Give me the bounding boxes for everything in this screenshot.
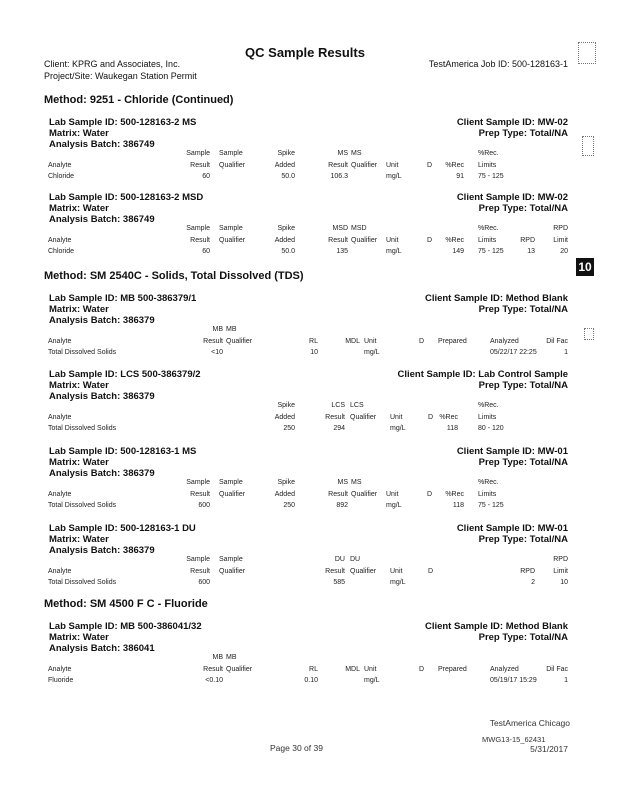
matrix: Matrix: Water bbox=[49, 380, 109, 391]
matrix: Matrix: Water bbox=[49, 632, 109, 643]
table-cell: 892 bbox=[336, 502, 348, 509]
column-header: Qualifier bbox=[219, 162, 246, 169]
column-header-top: LCS bbox=[331, 402, 345, 409]
table-cell: 1 bbox=[564, 677, 568, 684]
table-cell: 118 bbox=[452, 502, 464, 509]
column-header-top: RPD bbox=[553, 556, 568, 563]
table-cell: 1 bbox=[564, 349, 568, 356]
column-header: RPD bbox=[520, 568, 535, 575]
column-header: Qualifier bbox=[219, 568, 246, 575]
column-header-top: Sample bbox=[219, 556, 243, 563]
column-header-top: Spike bbox=[277, 150, 295, 157]
column-header: Analyte bbox=[48, 414, 72, 421]
column-header: D bbox=[418, 338, 424, 345]
scan-artifact bbox=[578, 42, 596, 64]
prep-type: Prep Type: Total/NA bbox=[478, 304, 568, 315]
column-header-top: MSD bbox=[351, 225, 367, 232]
column-header: %Rec bbox=[439, 414, 458, 421]
column-header-top: Sample bbox=[186, 225, 210, 232]
column-header: Limits bbox=[478, 491, 497, 498]
analysis-batch: Analysis Batch: 386379 bbox=[49, 468, 155, 479]
column-header: Result bbox=[190, 491, 210, 498]
column-header-top: MB bbox=[212, 654, 223, 661]
column-header-top: Sample bbox=[186, 556, 210, 563]
table-cell: 118 bbox=[446, 425, 458, 432]
column-header: Result bbox=[325, 568, 345, 575]
column-header-top: RPD bbox=[553, 225, 568, 232]
table-cell: 294 bbox=[333, 425, 345, 432]
table-cell: mg/L bbox=[386, 248, 402, 255]
column-header: Unit bbox=[386, 162, 399, 169]
column-header: D bbox=[427, 568, 433, 575]
client-sample-id: Client Sample ID: MW-01 bbox=[456, 446, 568, 457]
column-header-top: Sample bbox=[186, 150, 210, 157]
client-name: Client: KPRG and Associates, Inc. bbox=[44, 59, 181, 69]
table-cell: 0.10 bbox=[304, 677, 318, 684]
table-cell: 10 bbox=[560, 579, 568, 586]
column-header: Analyte bbox=[48, 491, 72, 498]
job-id: TestAmerica Job ID: 500-128163-1 bbox=[428, 59, 568, 69]
lab-sample-id: Lab Sample ID: MB 500-386379/1 bbox=[49, 293, 197, 304]
column-header: Added bbox=[274, 162, 295, 169]
prep-type: Prep Type: Total/NA bbox=[478, 203, 568, 214]
column-header-top: Sample bbox=[219, 479, 243, 486]
table-cell: Chloride bbox=[48, 173, 75, 180]
table-cell: 135 bbox=[336, 248, 348, 255]
column-header: Result bbox=[190, 237, 210, 244]
column-header-top: %Rec. bbox=[478, 402, 499, 409]
lab-sample-id: Lab Sample ID: LCS 500-386379/2 bbox=[49, 369, 201, 380]
prep-type: Prep Type: Total/NA bbox=[478, 380, 568, 391]
table-cell: 60 bbox=[202, 248, 210, 255]
analysis-batch: Analysis Batch: 386379 bbox=[49, 545, 155, 556]
column-header: Qualifier bbox=[226, 338, 253, 345]
column-header: Analyte bbox=[48, 568, 72, 575]
column-header: Added bbox=[274, 414, 295, 421]
column-header: %Rec bbox=[445, 237, 464, 244]
matrix: Matrix: Water bbox=[49, 534, 109, 545]
column-header: Analyte bbox=[48, 162, 72, 169]
column-header: D bbox=[427, 414, 433, 421]
table-cell: 05/19/17 15:29 bbox=[490, 677, 537, 684]
table-cell: mg/L bbox=[390, 579, 406, 586]
column-header: Prepared bbox=[438, 666, 467, 673]
column-header: Result bbox=[203, 666, 223, 673]
column-header: Prepared bbox=[438, 338, 467, 345]
analysis-batch: Analysis Batch: 386379 bbox=[49, 315, 155, 326]
method-heading: Method: 9251 - Chloride (Continued) bbox=[44, 94, 234, 106]
column-header-top: %Rec. bbox=[478, 479, 499, 486]
column-header: Dil Fac bbox=[546, 666, 568, 673]
column-header: Qualifier bbox=[226, 666, 253, 673]
column-header: Result bbox=[328, 162, 348, 169]
column-header-top: DU bbox=[350, 556, 361, 563]
column-header: Result bbox=[328, 491, 348, 498]
column-header: Unit bbox=[386, 491, 399, 498]
lab-sample-id: Lab Sample ID: 500-128163-2 MS bbox=[49, 117, 197, 128]
table-cell: Total Dissolved Solids bbox=[48, 425, 117, 432]
table-cell: 75 - 125 bbox=[478, 173, 504, 180]
client-sample-id: Client Sample ID: Method Blank bbox=[424, 621, 568, 632]
footer-lab: TestAmerica Chicago bbox=[489, 718, 570, 728]
column-header: Analyzed bbox=[490, 338, 519, 345]
table-cell: 106.3 bbox=[330, 173, 348, 180]
column-header: %Rec bbox=[445, 491, 464, 498]
footer-doc-id: MWG13-15_62431 bbox=[482, 735, 546, 744]
column-header-top: MB bbox=[212, 326, 223, 333]
column-header: Added bbox=[274, 491, 295, 498]
client-sample-id: Client Sample ID: Lab Control Sample bbox=[397, 369, 568, 380]
column-header-top: Sample bbox=[219, 225, 243, 232]
table-cell: 75 - 125 bbox=[478, 248, 504, 255]
table-cell: 50.0 bbox=[281, 173, 295, 180]
column-header: D bbox=[426, 237, 432, 244]
table-cell: <10 bbox=[211, 349, 223, 356]
analysis-batch: Analysis Batch: 386749 bbox=[49, 139, 155, 150]
column-header: Limits bbox=[478, 162, 497, 169]
column-header: Result bbox=[328, 237, 348, 244]
column-header: Limits bbox=[478, 237, 497, 244]
column-header-top: Spike bbox=[277, 402, 295, 409]
lab-sample-id: Lab Sample ID: MB 500-386041/32 bbox=[49, 621, 202, 632]
table-cell: 600 bbox=[198, 502, 210, 509]
table-cell: 250 bbox=[283, 425, 295, 432]
method-heading: Method: SM 2540C - Solids, Total Dissolved (TDS) bbox=[44, 270, 304, 282]
column-header-top: MS bbox=[337, 479, 348, 486]
table-cell: 20 bbox=[560, 248, 568, 255]
lab-sample-id: Lab Sample ID: 500-128163-1 MS bbox=[49, 446, 197, 457]
column-header: RPD bbox=[520, 237, 535, 244]
column-header-top: Sample bbox=[219, 150, 243, 157]
table-cell: mg/L bbox=[386, 173, 402, 180]
column-header-top: MB bbox=[226, 326, 237, 333]
table-cell: 05/22/17 22:25 bbox=[490, 349, 537, 356]
prep-type: Prep Type: Total/NA bbox=[478, 632, 568, 643]
column-header: Unit bbox=[386, 237, 399, 244]
section-tab: 10 bbox=[576, 258, 594, 276]
column-header: RL bbox=[309, 666, 318, 673]
column-header-top: %Rec. bbox=[478, 225, 499, 232]
column-header: D bbox=[426, 491, 432, 498]
project-site: Project/Site: Waukegan Station Permit bbox=[44, 71, 197, 81]
column-header: Qualifier bbox=[219, 491, 246, 498]
lab-sample-id: Lab Sample ID: 500-128163-2 MSD bbox=[49, 192, 204, 203]
column-header-top: MB bbox=[226, 654, 237, 661]
column-header: Qualifier bbox=[350, 568, 377, 575]
table-cell: mg/L bbox=[364, 349, 380, 356]
column-header: Qualifier bbox=[351, 237, 378, 244]
column-header: D bbox=[418, 666, 424, 673]
client-sample-id: Client Sample ID: MW-01 bbox=[456, 523, 568, 534]
column-header: Result bbox=[325, 414, 345, 421]
table-cell: 13 bbox=[527, 248, 535, 255]
column-header: Qualifier bbox=[350, 414, 377, 421]
table-cell: 10 bbox=[310, 349, 318, 356]
column-header: Dil Fac bbox=[546, 338, 568, 345]
footer-date: 5/31/2017 bbox=[530, 744, 568, 754]
method-heading: Method: SM 4500 F C - Fluoride bbox=[44, 598, 208, 610]
column-header: MDL bbox=[345, 338, 360, 345]
matrix: Matrix: Water bbox=[49, 203, 109, 214]
column-header-top: MS bbox=[351, 479, 362, 486]
table-cell: Total Dissolved Solids bbox=[48, 579, 117, 586]
column-header-top: Sample bbox=[186, 479, 210, 486]
prep-type: Prep Type: Total/NA bbox=[478, 128, 568, 139]
column-header-top: MSD bbox=[332, 225, 348, 232]
column-header: Analyte bbox=[48, 338, 72, 345]
analysis-batch: Analysis Batch: 386749 bbox=[49, 214, 155, 225]
matrix: Matrix: Water bbox=[49, 128, 109, 139]
client-sample-id: Client Sample ID: Method Blank bbox=[424, 293, 568, 304]
column-header-top: Spike bbox=[277, 225, 295, 232]
column-header-top: Spike bbox=[277, 479, 295, 486]
column-header: Qualifier bbox=[219, 237, 246, 244]
column-header-top: LCS bbox=[350, 402, 364, 409]
column-header: D bbox=[426, 162, 432, 169]
column-header: RL bbox=[309, 338, 318, 345]
column-header: Result bbox=[190, 162, 210, 169]
prep-type: Prep Type: Total/NA bbox=[478, 534, 568, 545]
table-cell: Total Dissolved Solids bbox=[48, 349, 117, 356]
table-cell: Chloride bbox=[48, 248, 75, 255]
table-cell: mg/L bbox=[364, 677, 380, 684]
prep-type: Prep Type: Total/NA bbox=[478, 457, 568, 468]
analysis-batch: Analysis Batch: 386379 bbox=[49, 391, 155, 402]
column-header: Limit bbox=[553, 237, 568, 244]
column-header: Added bbox=[274, 237, 295, 244]
table-cell: mg/L bbox=[386, 502, 402, 509]
table-cell: 585 bbox=[333, 579, 345, 586]
table-cell: Fluoride bbox=[48, 677, 74, 684]
table-cell: 60 bbox=[202, 173, 210, 180]
column-header: %Rec bbox=[445, 162, 464, 169]
column-header: Limits bbox=[478, 414, 497, 421]
column-header: Analyte bbox=[48, 237, 72, 244]
table-cell: mg/L bbox=[390, 425, 406, 432]
column-header: Unit bbox=[364, 338, 377, 345]
column-header-top: MS bbox=[351, 150, 362, 157]
table-cell: Total Dissolved Solids bbox=[48, 502, 117, 509]
column-header: Unit bbox=[390, 568, 403, 575]
column-header-top: DU bbox=[334, 556, 345, 563]
scan-artifact bbox=[582, 136, 594, 156]
column-header: Result bbox=[190, 568, 210, 575]
scan-artifact bbox=[584, 328, 594, 340]
column-header: Limit bbox=[553, 568, 568, 575]
table-cell: 75 - 125 bbox=[478, 502, 504, 509]
footer-page: Page 30 of 39 bbox=[270, 743, 323, 753]
table-cell: 91 bbox=[456, 173, 464, 180]
column-header: Unit bbox=[364, 666, 377, 673]
column-header: Unit bbox=[390, 414, 403, 421]
analysis-batch: Analysis Batch: 386041 bbox=[49, 643, 155, 654]
column-header-top: MS bbox=[337, 150, 348, 157]
lab-sample-id: Lab Sample ID: 500-128163-1 DU bbox=[49, 523, 196, 534]
matrix: Matrix: Water bbox=[49, 304, 109, 315]
client-sample-id: Client Sample ID: MW-02 bbox=[456, 192, 568, 203]
table-cell: 149 bbox=[452, 248, 464, 255]
table-cell: 600 bbox=[198, 579, 210, 586]
column-header: Analyzed bbox=[490, 666, 519, 673]
table-cell: 50.0 bbox=[281, 248, 295, 255]
column-header: Qualifier bbox=[351, 491, 378, 498]
table-cell: 250 bbox=[283, 502, 295, 509]
page-title: QC Sample Results bbox=[245, 45, 365, 60]
column-header: Analyte bbox=[48, 666, 72, 673]
matrix: Matrix: Water bbox=[49, 457, 109, 468]
column-header: Qualifier bbox=[351, 162, 378, 169]
client-sample-id: Client Sample ID: MW-02 bbox=[456, 117, 568, 128]
column-header: Result bbox=[203, 338, 223, 345]
table-cell: 80 - 120 bbox=[478, 425, 504, 432]
table-cell: <0.10 bbox=[205, 677, 223, 684]
column-header: MDL bbox=[345, 666, 360, 673]
table-cell: 2 bbox=[531, 579, 535, 586]
column-header-top: %Rec. bbox=[478, 150, 499, 157]
